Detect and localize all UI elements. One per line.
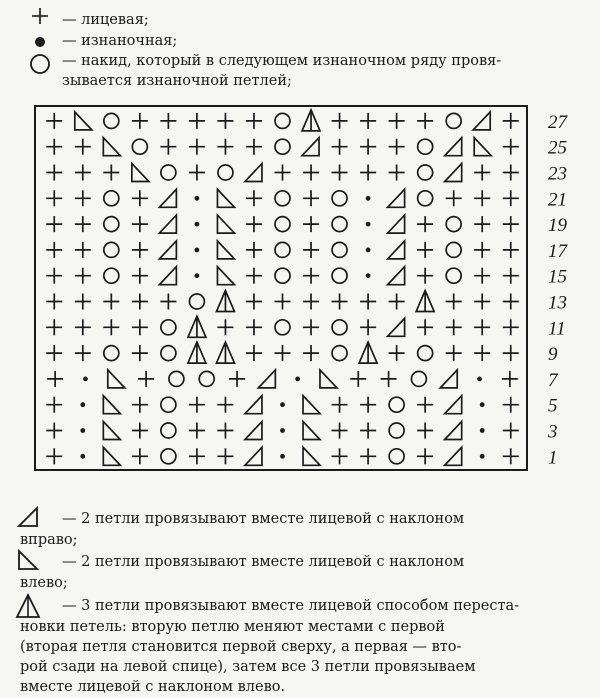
knit-cell <box>132 319 148 335</box>
k2tog-right-cell <box>388 241 405 259</box>
knit-cell <box>46 268 62 284</box>
knit-cell <box>46 397 62 413</box>
k2tog-right-cell <box>245 396 262 414</box>
k2tog-left-cell <box>217 241 234 259</box>
knit-cell <box>246 242 262 258</box>
knit-cell <box>417 268 433 284</box>
legend-k2tog-right-line-1: — 2 петли провязывают вместе лицевой с наклоном <box>62 511 465 527</box>
knit-cell <box>417 242 433 258</box>
yarn-over-cell <box>332 242 347 257</box>
yarn-over-cell <box>161 449 176 464</box>
knit-cell <box>75 139 91 155</box>
yarn-over-cell <box>199 371 214 386</box>
row-number: 17 <box>548 240 567 262</box>
knit-cell <box>103 294 119 310</box>
yarn-over-cell <box>411 371 426 386</box>
knit-cell <box>474 345 490 361</box>
yarn-over-cell <box>161 423 176 438</box>
knit-cell <box>217 139 233 155</box>
row-number: 25 <box>548 137 567 159</box>
k2tog-left-cell <box>103 396 120 414</box>
knit-cell <box>46 242 62 258</box>
knit-cell <box>132 345 148 361</box>
legend-k2tog-right-cont <box>20 530 78 550</box>
knit-cell <box>332 113 348 129</box>
knit-cell <box>132 268 148 284</box>
yarn-over-cell <box>332 191 347 206</box>
row-number: 19 <box>548 215 567 237</box>
row-number: 5 <box>548 395 558 417</box>
knit-cell <box>75 345 91 361</box>
purl-cell <box>480 428 485 433</box>
k2tog-left-cell <box>103 422 120 440</box>
k2tog-right-cell <box>159 189 176 207</box>
knit-cell <box>275 345 291 361</box>
triangle-right-slant-icon <box>16 505 40 529</box>
knit-cell <box>446 345 462 361</box>
knit-cell <box>46 448 62 464</box>
knit-cell <box>332 423 348 439</box>
yarn-over-cell <box>275 217 290 232</box>
k2tog-left-cell <box>217 189 234 207</box>
knit-cell <box>417 397 433 413</box>
knit-cell <box>46 190 62 206</box>
legend-k3tog-line-5: вместе лицевой с наклоном влево. <box>20 679 286 695</box>
k2tog-right-cell <box>445 396 462 414</box>
knit-cell <box>303 216 319 232</box>
knit-cell <box>381 371 397 387</box>
k3tog-cell <box>188 316 206 337</box>
knit-cell <box>503 190 519 206</box>
k2tog-right-cell <box>388 215 405 233</box>
k2tog-right-cell <box>159 241 176 259</box>
k2tog-right-cell <box>445 447 462 465</box>
knit-cell <box>360 319 376 335</box>
k2tog-right-cell <box>245 447 262 465</box>
knit-cell <box>246 319 262 335</box>
yarn-over-cell <box>275 139 290 154</box>
knit-cell <box>303 319 319 335</box>
yarn-over-cell <box>104 217 119 232</box>
knit-cell <box>46 139 62 155</box>
legend-knit-text: — лицевая; <box>62 12 149 28</box>
purl-cell <box>480 402 485 407</box>
yarn-over-cell <box>446 217 461 232</box>
knit-cell <box>502 371 518 387</box>
k2tog-right-cell <box>445 164 462 182</box>
knit-cell <box>75 216 91 232</box>
yarn-over-cell <box>161 320 176 335</box>
purl-cell <box>195 273 200 278</box>
purl-cell <box>195 222 200 227</box>
knit-cell <box>417 448 433 464</box>
knit-cell <box>332 294 348 310</box>
knit-cell <box>75 268 91 284</box>
knit-cell <box>332 448 348 464</box>
knit-cell <box>132 216 148 232</box>
chart-cells <box>46 110 518 465</box>
knit-cell <box>189 448 205 464</box>
knit-cell <box>503 397 519 413</box>
yarn-over-cell <box>332 346 347 361</box>
purl-cell <box>280 454 285 459</box>
yarn-over-cell <box>161 165 176 180</box>
knit-cell <box>360 165 376 181</box>
purl-cell <box>195 248 200 253</box>
k2tog-left-cell <box>75 112 92 130</box>
knit-cell <box>46 319 62 335</box>
yarn-over-cell <box>189 294 204 309</box>
knit-cell <box>474 242 490 258</box>
yarn-over-cell <box>446 268 461 283</box>
knit-cell <box>389 113 405 129</box>
knit-cell <box>503 448 519 464</box>
row-number: 7 <box>548 369 558 391</box>
knit-cell <box>474 294 490 310</box>
row-number: 13 <box>548 292 567 314</box>
knit-cell <box>474 216 490 232</box>
knit-cell <box>303 165 319 181</box>
purl-cell <box>80 454 85 459</box>
legend-k2tog-left-cont <box>20 573 68 593</box>
knit-cell <box>474 190 490 206</box>
knit-cell <box>189 113 205 129</box>
knit-cell <box>360 113 376 129</box>
knit-cell <box>275 294 291 310</box>
purl-cell <box>83 377 88 382</box>
knit-cell <box>217 113 233 129</box>
knit-cell <box>246 190 262 206</box>
knit-cell <box>275 165 291 181</box>
legend-k2tog-left <box>62 552 464 572</box>
knit-cell <box>132 448 148 464</box>
yarn-over-cell <box>104 113 119 128</box>
knit-cell <box>217 397 233 413</box>
yarn-over-cell <box>169 371 184 386</box>
yarn-over-cell <box>275 268 290 283</box>
knit-cell <box>189 397 205 413</box>
k2tog-right-cell <box>302 138 319 156</box>
legend-yarn-over-text-1: — накид, который в следующем изнаночном ряду провя- <box>62 53 502 69</box>
yarn-over-cell <box>104 268 119 283</box>
purl-cell <box>80 428 85 433</box>
knit-cell <box>503 268 519 284</box>
purl-cell <box>295 377 300 382</box>
yarn-over-cell <box>418 165 433 180</box>
knit-cell <box>417 319 433 335</box>
purl-cell <box>366 273 371 278</box>
yarn-over-cell <box>418 191 433 206</box>
yarn-over-cell <box>446 242 461 257</box>
knit-cell <box>360 139 376 155</box>
knit-cell <box>389 139 405 155</box>
k2tog-right-cell <box>388 318 405 336</box>
knit-cell <box>503 216 519 232</box>
knit-cell <box>389 294 405 310</box>
knit-cell <box>246 139 262 155</box>
knit-cell <box>132 423 148 439</box>
legend-k3tog-rest <box>20 617 475 697</box>
knit-cell <box>332 139 348 155</box>
knit-cell <box>503 242 519 258</box>
knit-cell <box>217 423 233 439</box>
knit-cell <box>474 268 490 284</box>
knit-cell <box>46 423 62 439</box>
k3tog-cell <box>416 291 434 312</box>
purl-cell <box>480 454 485 459</box>
row-number: 3 <box>548 421 558 443</box>
knit-cell <box>303 242 319 258</box>
k2tog-right-cell <box>159 215 176 233</box>
knit-cell <box>503 319 519 335</box>
purl-cell <box>280 402 285 407</box>
k2tog-right-cell <box>445 138 462 156</box>
knit-cell <box>138 371 154 387</box>
k2tog-left-cell <box>108 370 125 388</box>
legend-k2tog-left-line-2: влево; <box>20 575 68 591</box>
knit-cell <box>46 345 62 361</box>
row-number-labels <box>547 112 569 468</box>
yarn-over-cell <box>104 242 119 257</box>
knit-cell <box>75 319 91 335</box>
k2tog-left-cell <box>303 396 320 414</box>
k2tog-right-cell <box>473 112 490 130</box>
knit-cell <box>189 139 205 155</box>
double-triangle-icon <box>14 592 42 620</box>
k2tog-right-cell <box>388 189 405 207</box>
k2tog-right-cell <box>388 267 405 285</box>
row-number: 11 <box>548 318 566 340</box>
yarn-over-cell <box>218 165 233 180</box>
row-number: 15 <box>548 266 567 288</box>
knit-cell <box>246 113 262 129</box>
yarn-over-cell <box>275 320 290 335</box>
knit-cell <box>446 190 462 206</box>
knit-cell <box>303 294 319 310</box>
knit-cell <box>75 294 91 310</box>
yarn-over-cell <box>161 346 176 361</box>
knit-cell <box>132 294 148 310</box>
k2tog-left-cell <box>217 267 234 285</box>
k2tog-left-cell <box>217 215 234 233</box>
k3tog-cell <box>216 342 234 363</box>
knit-cell <box>417 423 433 439</box>
knit-cell <box>75 242 91 258</box>
knit-cell <box>229 371 245 387</box>
knit-cell <box>160 294 176 310</box>
k3tog-cell <box>359 342 377 363</box>
knit-cell <box>160 139 176 155</box>
legend-k3tog-line-3: (вторая петля становится первой сверху, а первая — вто- <box>20 639 462 655</box>
legend-yarn-over-text-2: зывается изнаночной петлей; <box>62 73 292 89</box>
purl-cell <box>195 196 200 201</box>
yarn-over-cell <box>389 397 404 412</box>
knit-cell <box>474 165 490 181</box>
knit-cell <box>132 242 148 258</box>
knit-cell <box>303 345 319 361</box>
yarn-over-cell <box>389 449 404 464</box>
k2tog-left-cell <box>103 447 120 465</box>
yarn-over-cell <box>418 346 433 361</box>
knit-cell <box>217 448 233 464</box>
knit-cell <box>47 371 63 387</box>
knit-cell <box>503 113 519 129</box>
yarn-over-cell <box>389 423 404 438</box>
yarn-over-cell <box>332 268 347 283</box>
knit-cell <box>360 423 376 439</box>
yarn-over-cell <box>332 217 347 232</box>
k2tog-left-cell <box>303 422 320 440</box>
knit-cell <box>46 165 62 181</box>
knit-cell <box>360 448 376 464</box>
knit-cell <box>350 371 366 387</box>
knit-cell <box>75 165 91 181</box>
k3tog-cell <box>216 291 234 312</box>
yarn-over-cell <box>161 397 176 412</box>
k2tog-left-cell <box>474 138 491 156</box>
knit-cell <box>246 216 262 232</box>
knit-cell <box>217 319 233 335</box>
yarn-over-cell <box>104 346 119 361</box>
knit-cell <box>417 113 433 129</box>
knit-cell <box>46 216 62 232</box>
knit-cell <box>246 345 262 361</box>
purl-cell <box>366 196 371 201</box>
knit-cell <box>332 397 348 413</box>
legend-k3tog-line-4: рой сзади на левой спице), затем все 3 петли провязываем <box>20 659 476 675</box>
knit-cell <box>132 397 148 413</box>
legend-k3tog-line-1: — 3 петли провязывают вместе лицевой способом переста- <box>62 598 520 614</box>
knit-cell <box>503 423 519 439</box>
row-number: 23 <box>548 163 567 185</box>
knit-cell <box>332 165 348 181</box>
purl-cell <box>366 248 371 253</box>
knit-cell <box>160 113 176 129</box>
k2tog-right-cell <box>159 267 176 285</box>
knit-cell <box>303 268 319 284</box>
row-number: 1 <box>548 447 558 469</box>
knit-cell <box>189 423 205 439</box>
knit-cell <box>303 190 319 206</box>
knit-cell <box>46 113 62 129</box>
k3tog-cell <box>188 342 206 363</box>
k2tog-right-cell <box>245 422 262 440</box>
purl-cell <box>280 428 285 433</box>
knit-cell <box>132 190 148 206</box>
legend-purl-text: — изнаночная; <box>62 33 178 49</box>
k2tog-left-cell <box>303 447 320 465</box>
yarn-over-cell <box>275 242 290 257</box>
k2tog-right-cell <box>258 370 275 388</box>
knit-cell <box>389 165 405 181</box>
knit-cell <box>103 319 119 335</box>
knit-cell <box>503 139 519 155</box>
legend-k3tog-first <box>62 596 519 616</box>
knit-cell <box>360 397 376 413</box>
yarn-over-cell <box>418 139 433 154</box>
row-number: 9 <box>548 344 558 366</box>
k2tog-right-cell <box>445 422 462 440</box>
knit-cell <box>360 294 376 310</box>
k2tog-right-cell <box>245 164 262 182</box>
knit-cell <box>503 345 519 361</box>
knit-cell <box>474 319 490 335</box>
knit-cell <box>189 165 205 181</box>
chart-frame <box>35 106 527 470</box>
yarn-over-cell <box>446 113 461 128</box>
row-number: 27 <box>548 111 567 133</box>
knit-cell <box>503 294 519 310</box>
k2tog-left-cell <box>320 370 337 388</box>
k2tog-right-cell <box>440 370 457 388</box>
knit-cell <box>446 294 462 310</box>
knit-cell <box>503 165 519 181</box>
k2tog-left-cell <box>103 138 120 156</box>
knit-cell <box>103 165 119 181</box>
knit-cell <box>246 294 262 310</box>
knit-cell <box>75 190 91 206</box>
legend-k2tog-right-line-2: вправо; <box>20 532 78 548</box>
row-number: 21 <box>548 189 567 211</box>
purl-cell <box>366 222 371 227</box>
yarn-over-cell <box>275 191 290 206</box>
knit-cell <box>446 319 462 335</box>
legend-k3tog-line-2: новки петель: вторую петлю меняют местами с первой <box>20 619 445 635</box>
knit-cell <box>46 294 62 310</box>
yarn-over-cell <box>275 113 290 128</box>
k3tog-cell <box>302 110 320 131</box>
yarn-over-cell <box>104 191 119 206</box>
knit-cell <box>417 216 433 232</box>
purl-cell <box>477 377 482 382</box>
knit-cell <box>389 345 405 361</box>
knit-cell <box>132 113 148 129</box>
knit-cell <box>246 268 262 284</box>
triangle-left-slant-icon <box>16 548 40 572</box>
k2tog-left-cell <box>132 164 149 182</box>
yarn-over-cell <box>132 139 147 154</box>
purl-cell <box>80 402 85 407</box>
legend-k2tog-left-line-1: — 2 петли провязывают вместе лицевой с наклоном <box>62 554 465 570</box>
yarn-over-cell <box>332 320 347 335</box>
legend-k2tog-right <box>62 509 582 529</box>
